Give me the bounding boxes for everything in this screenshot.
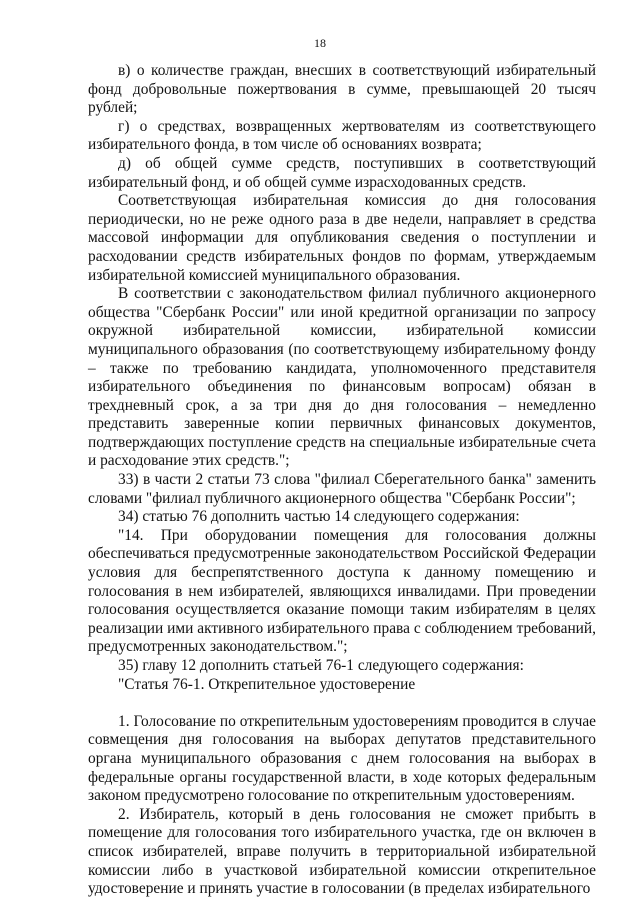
document-body xyxy=(88,62,596,899)
paragraph-part-14: "14. При оборудовании помещения для голосования должны обеспечиваться предусмотренные законодательством Российской Федерации условия для беспрепятственного доступа к данному помещению и голосования в нем избирателей, являющихся инвалидами. При проведении голосования осуществляется оказание помощи таким избирателям в целях реализации ими активного избирательного права с соблюдением требований, предусмотренных законодательством."; xyxy=(88,526,596,656)
paragraph-amendment-33: 33) в части 2 статьи 73 слова "филиал Сберегательного банка" заменить словами "филиал публичного акционерного общества "Сбербанк России"; xyxy=(88,471,596,507)
paragraph-reporting: Соответствующая избирательная комиссия до дня голосования периодически, но не реже одного раза в две недели, направляет в средства массовой информации для опубликования сведения о поступлении и расходовании средств избирательных фондов по формам, утверждаемым избирательной комиссией муниципального образования. xyxy=(88,192,596,284)
paragraph-item-g: г) о средствах, возвращенных жертвователям из соответствующего избирательного фонда, в том числе об основаниях возврата; xyxy=(88,117,596,154)
paragraph-article-part-1: 1. Голосование по открепительным удостоверениям проводится в случае совмещения дня голосования на выборах депутатов представительного органа муниципального образования с днем голосования на выборах в федеральные органы государственной власти, в ходе которых федеральным законом предусмотрено голосование по открепительным удостоверениям. xyxy=(88,712,596,805)
paragraph-article-part-2: 2. Избиратель, который в день голосования не сможет прибыть в помещение для голосования того избирательного участка, где он включен в список избирателей, вправе получить в территориальной избирательной комиссии либо в участковой избирательной комиссии открепительное удостоверение и принять участие в голосовании (в пределах избирательного xyxy=(88,805,596,898)
paragraph-sberbank: В соответствии с законодательством филиал публичного акционерного общества "Сбербанк России" или иной кредитной организации по запросу окружной избирательной комиссии, избирательной комиссии муниципального образования (по соответствующему избирательному фонду – также по требованию кандидата, уполномоченного представителя избирательного объединения по финансовым вопросам) обязан в трехдневный срок, а за три дня до дня голосования – немедленно представить заверенные копии первичных финансовых документов, подтверждающих поступление средств на специальные избирательные счета и расходование этих средств."; xyxy=(88,285,596,470)
page-number: 18 xyxy=(314,36,326,50)
paragraph-amendment-35: 35) главу 12 дополнить статьей 76-1 следующего содержания: xyxy=(118,657,524,674)
paragraph-item-d: д) об общей сумме средств, поступивших в соответствующий избирательный фонд, и об общей сумме израсходованных средств. xyxy=(88,154,596,191)
paragraph-amendment-34: 34) статью 76 дополнить частью 14 следующего содержания: xyxy=(118,508,520,526)
article-heading: "Статья 76-1. Открепительное удостоверение xyxy=(118,675,416,693)
paragraph-item-v: в) о количестве граждан, внесших в соответствующий избирательный фонд добровольные пожертвования в сумме, превышающей 20 тысяч рублей; xyxy=(88,62,596,117)
